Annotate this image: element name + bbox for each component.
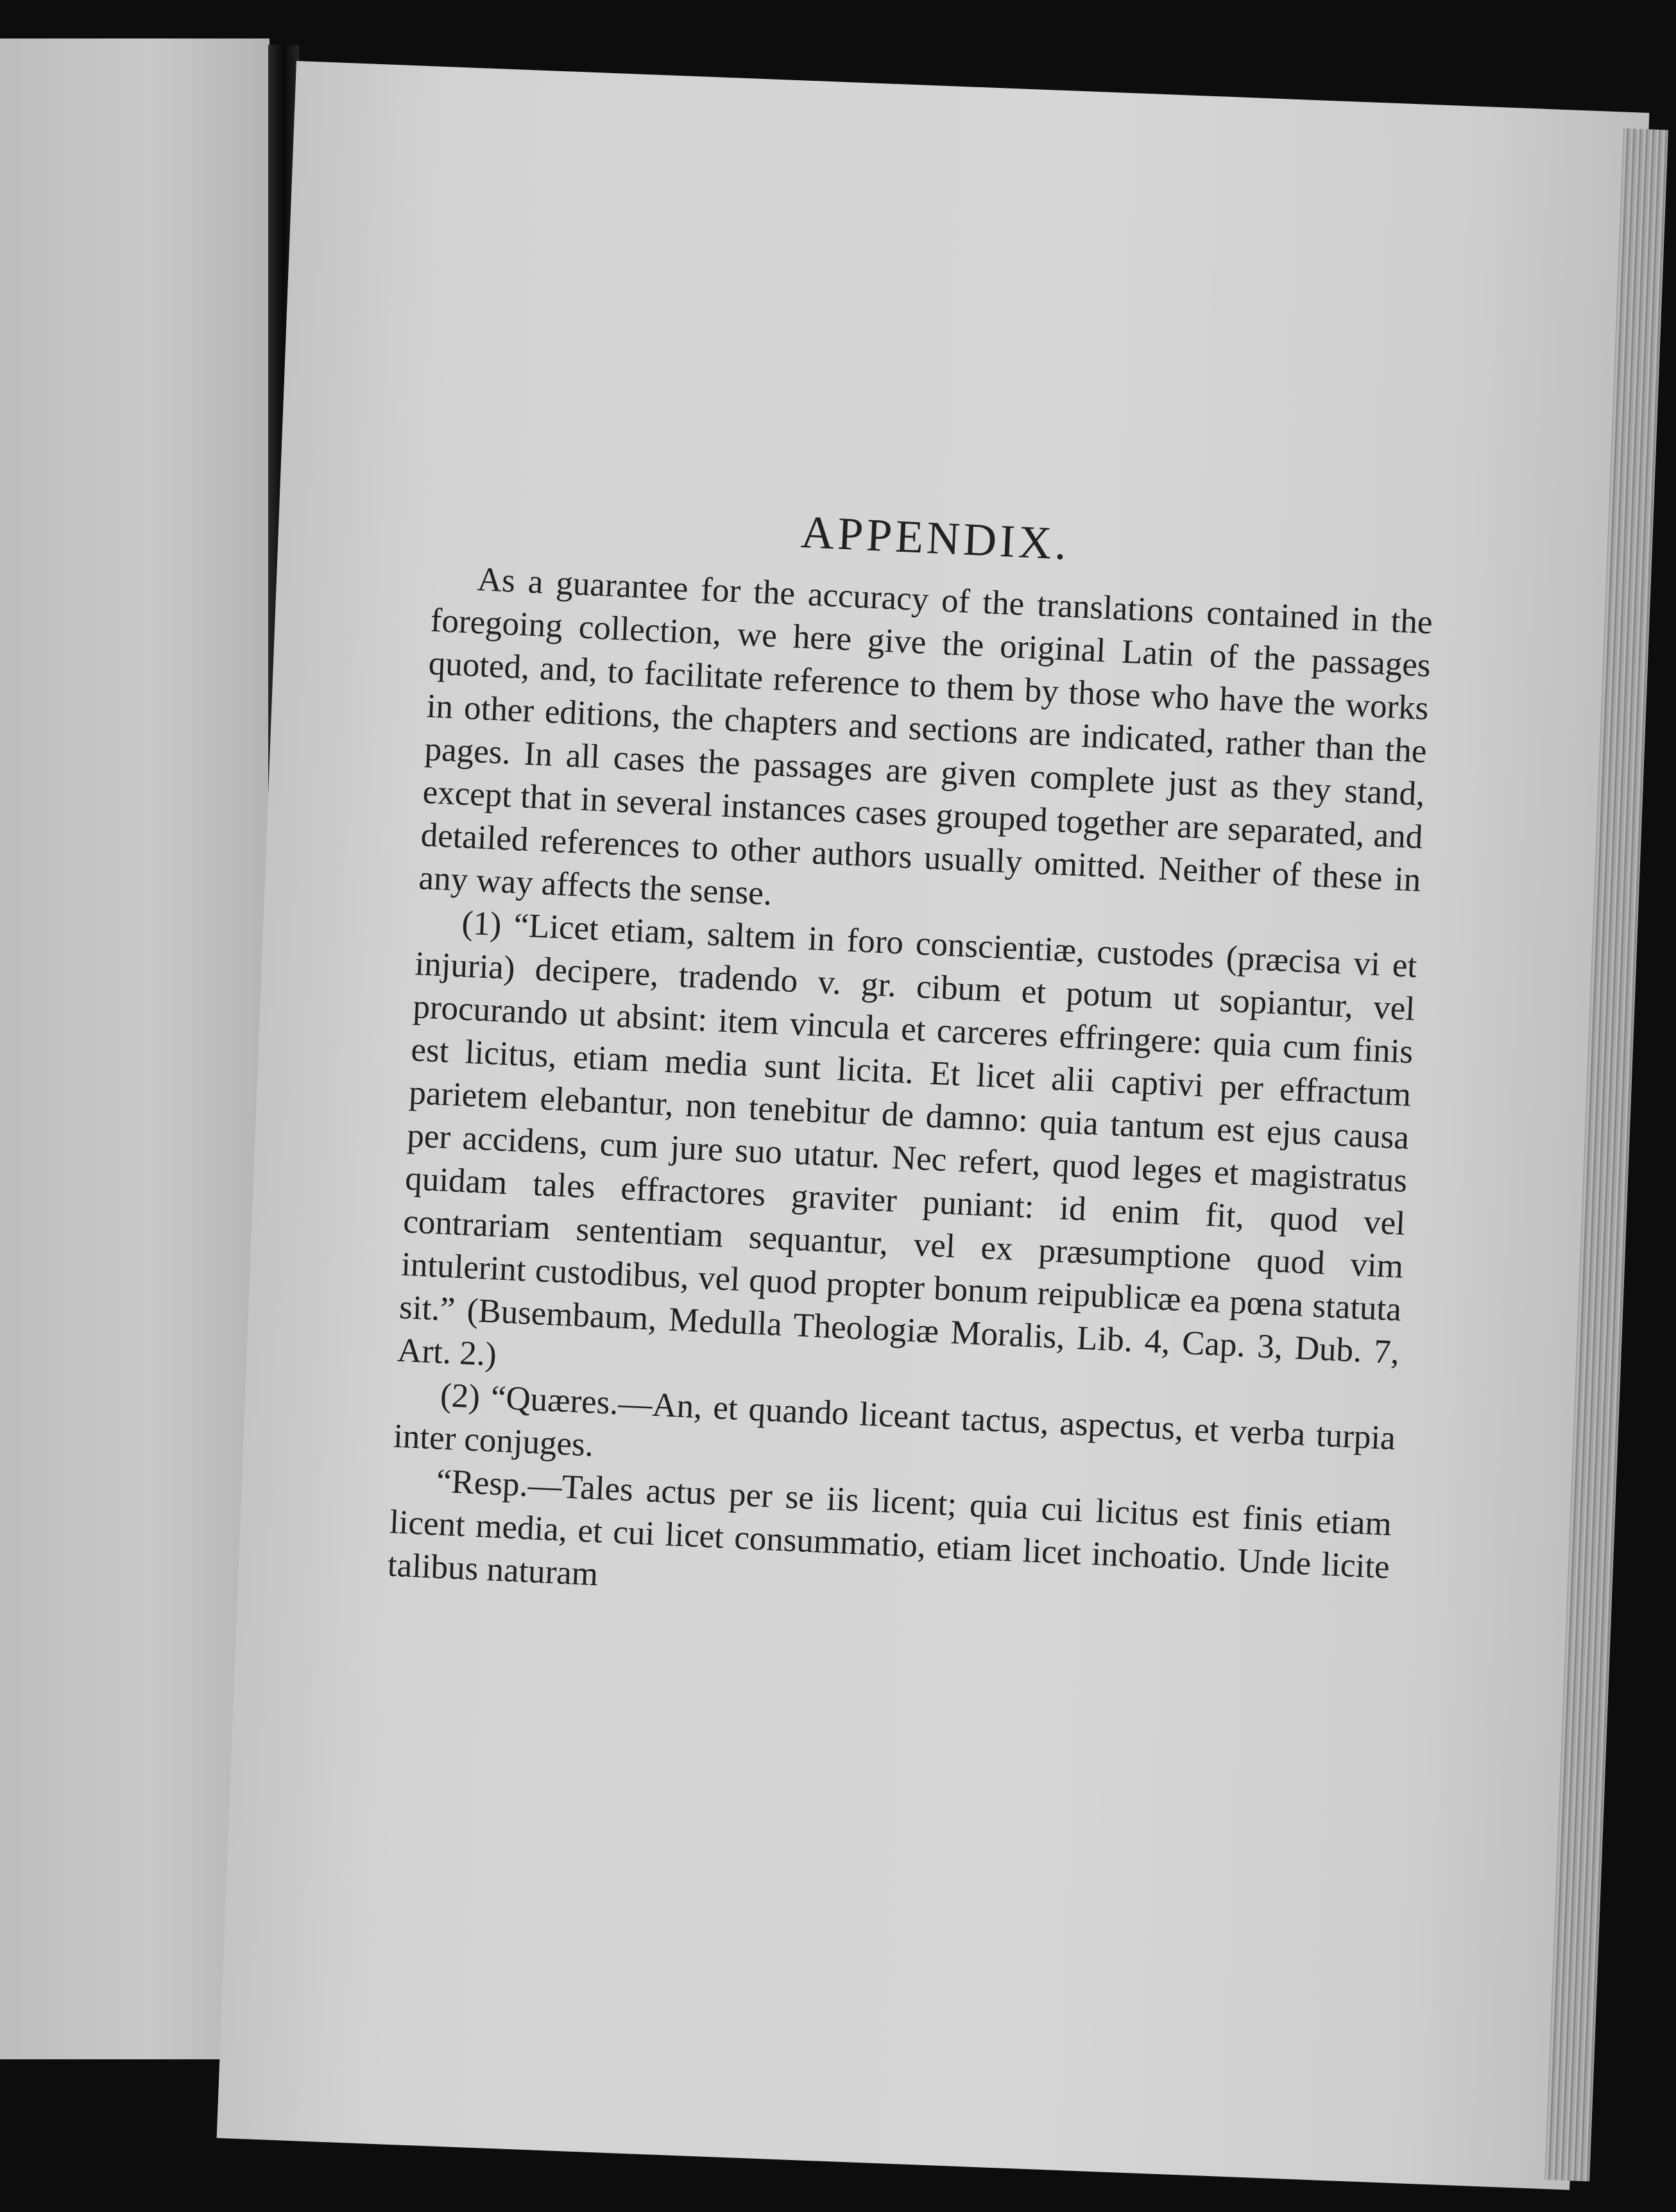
paragraph-response: “Resp.—Tales actus per se iis licent; quia cui licitus est finis etiam licent media, et cui licet consummatio, etiam licet inchoatio. Unde licite talibus naturam [386, 1462, 1392, 1594]
page-heading: APPENDIX. [800, 506, 1071, 570]
paragraph-intro: As a guarantee for the accuracy of the translations contained in the foregoing collection, we here give the original Latin of the passages quoted, and, to facilitate reference to them by those who have the works in other editions, the chapters and sections are indicated, rather than the pages. In all cases the passages are given complete just as they stand, except that in several instances cases grouped together are separated, and detailed references to other authors usually omitted. Neither of these in any way affects the sense. [418, 561, 1433, 913]
paragraph-quote-2: (2) “Quæres.—An, et quando liceant tactus, aspectus, et verba turpia inter conjuges. [393, 1376, 1397, 1464]
paragraph-quote-1: (1) “Licet etiam, saltem in foro conscientiæ, custodes (præcisa vi et injuria) decipere, tradendo v. gr. cibum et potum ut sopiantur, vel procurando ut absint: item vincula et carceres effringere: quia cum finis est licitus, etiam media sunt licita. Et licet alii captivi per effractum parietem elebantur, non tenebitur de damno: quia tantum est ejus causa per accidens, cum jure suo utatur. Nec refert, quod leges et magistratus quidam tales effractores graviter puniant: id enim fit, quod vel contrariam sententiam sequantur, vel ex præsumptione quod vim intulerint custodibus, vel quod propter bonum reipublicæ ea pœna statuta sit.” (Busembaum, Medulla Theologiæ Moralis, Lib. 4, Cap. 3, Dub. 7, Art. 2.) [397, 904, 1418, 1374]
left-page [0, 38, 269, 2059]
page-text [387, 494, 1437, 1632]
